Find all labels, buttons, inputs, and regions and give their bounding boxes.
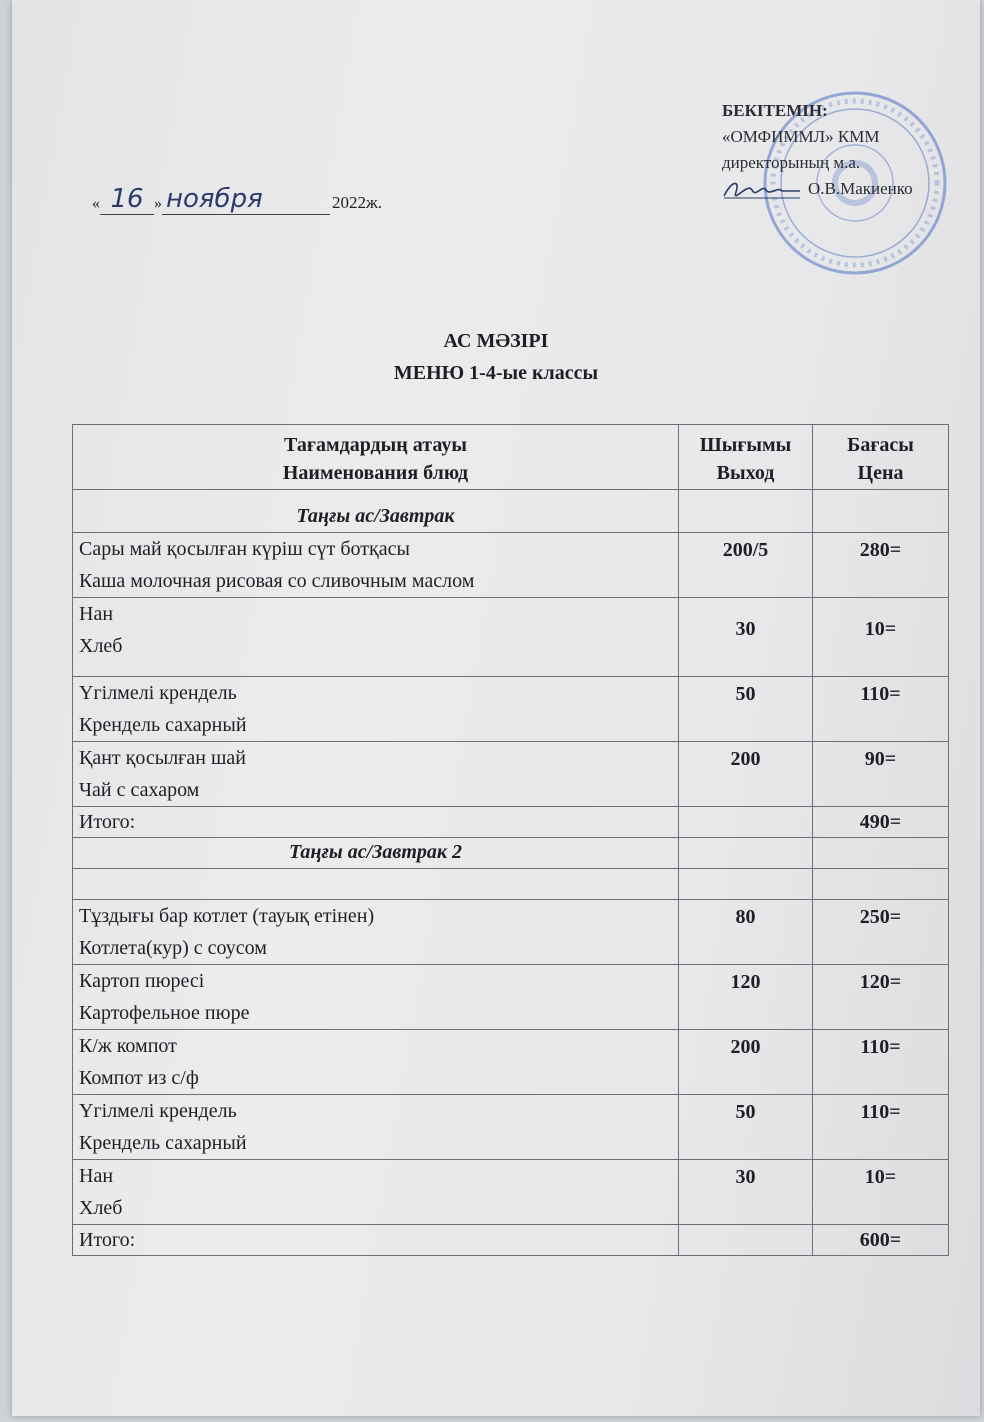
table-row [73,533,949,598]
date-day: 16 [100,184,154,215]
total-row [73,807,949,838]
header-dish-name: Тағамдардың атауы Наименования блюд [73,425,679,490]
date-year: 2022ж. [332,193,382,212]
dish-output: 30 [679,1160,813,1225]
date-month: ноября [162,184,330,215]
section-row [73,838,949,869]
dish-price: 10= [813,598,949,677]
dish-output: 80 [679,900,813,965]
header-output: Шығымы Выход [679,425,813,490]
dish-output: 200 [679,742,813,807]
empty-row [73,869,949,900]
dish-price: 110= [813,1030,949,1095]
dish-name: Нан Хлеб [73,1160,679,1225]
dish-output: 200/5 [679,533,813,598]
approval-block [722,98,952,202]
dish-output: 50 [679,677,813,742]
table-row [73,598,949,677]
dish-name: Үгілмелі крендель Крендель сахарный [73,1095,679,1160]
table-row [73,900,949,965]
section-row [73,490,949,533]
date-close-quote: » [154,195,162,212]
dish-name: Сары май қосылған күріш сүт ботқасы Каша молочная рисовая со сливочным маслом [73,533,679,598]
section-title: Таңғы ас/Завтрак 2 [73,838,679,869]
total-value: 600= [813,1225,949,1256]
dish-name: Картоп пюресі Картофельное пюре [73,965,679,1030]
dish-output: 120 [679,965,813,1030]
dish-price: 120= [813,965,949,1030]
table-row [73,965,949,1030]
dish-name: Нан Хлеб [73,598,679,677]
title-ru: МЕНЮ 1-4-ые классы [393,362,599,384]
title-kz: АС МӘЗІРІ [443,330,549,352]
section-title: Таңғы ас/Завтрак [73,490,679,533]
approval-position: директорының м.а. [722,153,861,172]
dish-name: Үгілмелі крендель Крендель сахарный [73,677,679,742]
dish-price: 250= [813,900,949,965]
table-row [73,1095,949,1160]
dish-price: 280= [813,533,949,598]
table-header-row [73,425,949,490]
dish-output: 200 [679,1030,813,1095]
dish-name: Қант қосылған шай Чай с сахаром [73,742,679,807]
date-open-quote: « [92,195,100,212]
total-label: Итого: [73,807,679,838]
total-label: Итого: [73,1225,679,1256]
total-value: 490= [813,807,949,838]
table-row [73,1030,949,1095]
header-price: Бағасы Цена [813,425,949,490]
director-name: О.В.Макиенко [808,179,913,198]
table-row [73,1160,949,1225]
dish-price: 110= [813,1095,949,1160]
approval-heading: БЕКІТЕМІН: [722,101,828,120]
date-line [92,184,382,215]
dish-name: К/ж компот Компот из с/ф [73,1030,679,1095]
signature-icon [722,178,802,200]
menu-sheet [12,0,980,1416]
table-row [73,677,949,742]
menu-table [72,424,949,1256]
dish-name: Тұздығы бар котлет (тауық етінен) Котлета(кур) с соусом [73,900,679,965]
signature-row [722,176,952,202]
total-row [73,1225,949,1256]
approval-organization: «ОМФИММЛ» КММ [722,127,880,146]
dish-price: 90= [813,742,949,807]
table-row [73,742,949,807]
dish-output: 50 [679,1095,813,1160]
dish-price: 110= [813,677,949,742]
dish-output: 30 [679,598,813,677]
dish-price: 10= [813,1160,949,1225]
